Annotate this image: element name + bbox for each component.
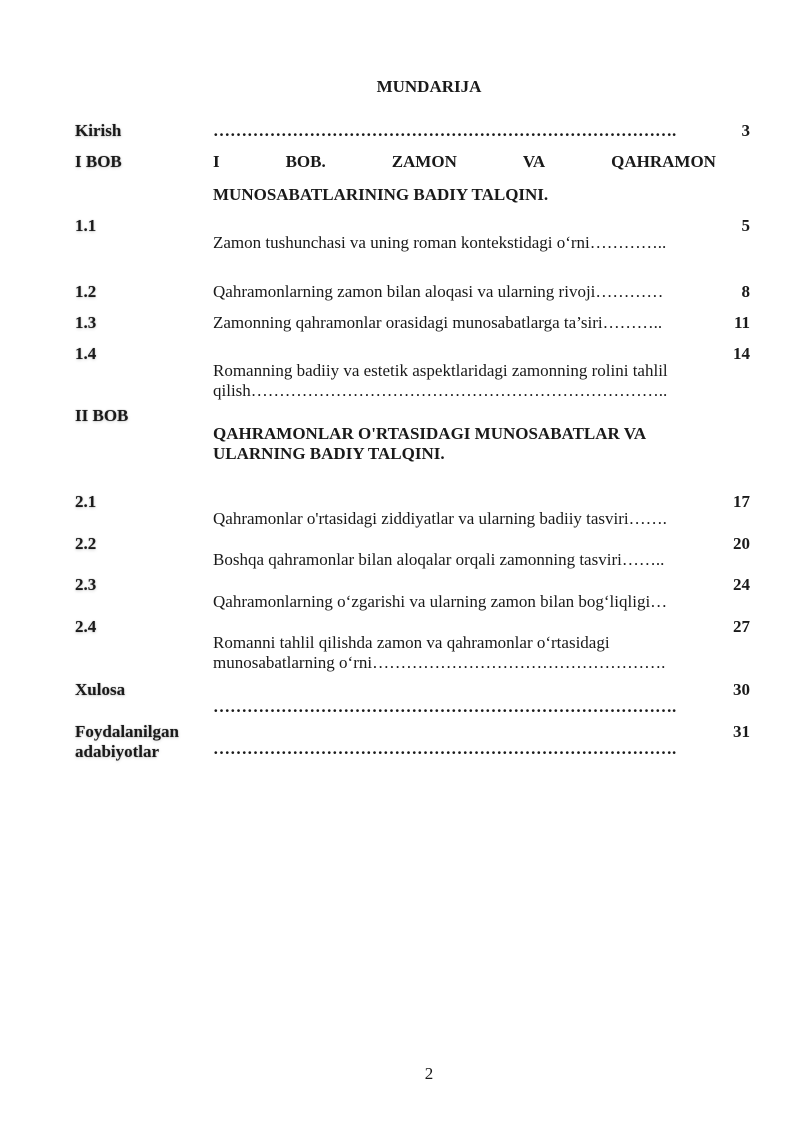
toc-heading-bob1 xyxy=(213,152,716,172)
page-title: MUNDARIJA xyxy=(376,77,482,96)
toc-heading-bob2: QAHRAMONLAR O'RTASIDAGI MUNOSABATLAR VA ULARNING BADIY TALQINI. xyxy=(213,424,646,463)
toc-entry-2-2: Boshqa qahramonlar bilan aloqalar orqali zamonning tasviri…….. xyxy=(213,550,665,569)
bob1-word: VA xyxy=(522,152,546,171)
toc-label-bob2: II BOB xyxy=(75,406,129,425)
toc-label-2-3: 2.3 xyxy=(75,575,97,594)
toc-page-2-4: 27 xyxy=(733,617,750,636)
toc-page-2-1: 17 xyxy=(733,492,750,511)
toc-label-2-1: 2.1 xyxy=(75,492,97,511)
bob1-word: ZAMON xyxy=(391,152,457,171)
toc-label-1-3: 1.3 xyxy=(75,313,97,332)
toc-label-1-2: 1.2 xyxy=(75,282,97,301)
toc-label-bob1: I BOB xyxy=(75,152,122,171)
bob1-word: I xyxy=(213,152,220,171)
toc-page-kirish: 3 xyxy=(741,121,750,140)
toc-entry-1-2: Qahramonlarning zamon bilan aloqasi va ularning rivoji………… xyxy=(213,282,664,301)
toc-page-2-2: 20 xyxy=(733,534,750,553)
toc-page-xulosa: 30 xyxy=(733,680,750,699)
toc-label-xulosa: Xulosa xyxy=(75,680,126,699)
toc-leader-xulosa: ………………………………………………………………………. xyxy=(213,697,677,716)
toc-page-1-4: 14 xyxy=(733,344,750,363)
toc-page-1-2: 8 xyxy=(741,282,750,301)
bob1-word: BOB. xyxy=(285,152,326,171)
toc-page-1-3: 11 xyxy=(733,313,750,332)
toc-label-kirish: Kirish xyxy=(75,121,122,140)
toc-entry-1-3: Zamonning qahramonlar orasidagi munosabatlarga ta’siri……….. xyxy=(213,313,663,332)
toc-entry-1-4: Romanning badiiy va estetik aspektlaridagi zamonning rolini tahlil qilish……………………………………………………………….. xyxy=(213,361,668,400)
toc-label-adabiyotlar: Foydalanilgan adabiyotlar xyxy=(75,722,179,761)
toc-leader-kirish: ………………………………………………………………………. xyxy=(213,121,677,140)
toc-page-1-1: 5 xyxy=(741,216,750,235)
toc-page-2-3: 24 xyxy=(733,575,750,594)
page-number: 2 xyxy=(424,1064,434,1083)
bob1-word: QAHRAMON xyxy=(611,152,716,171)
toc-label-2-4: 2.4 xyxy=(75,617,97,636)
toc-entry-2-1: Qahramonlar o'rtasidagi ziddiyatlar va ularning badiiy tasviri……. xyxy=(213,509,667,528)
toc-leader-adabiyotlar: ………………………………………………………………………. xyxy=(213,739,677,758)
toc-entry-2-3: Qahramonlarning o‘zgarishi va ularning zamon bilan bog‘liqligi… xyxy=(213,592,668,611)
toc-entry-2-4: Romanni tahlil qilishda zamon va qahramonlar o‘rtasidagi munosabatlarning o‘rni……………………………………………. xyxy=(213,633,666,672)
toc-page-adabiyotlar: 31 xyxy=(733,722,750,741)
toc-label-2-2: 2.2 xyxy=(75,534,97,553)
toc-heading-bob1-line2: MUNOSABATLARINING BADIY TALQINI. xyxy=(213,185,549,204)
toc-entry-1-1: Zamon tushunchasi va uning roman kontekstidagi o‘rni………….. xyxy=(213,233,667,252)
toc-label-1-4: 1.4 xyxy=(75,344,97,363)
toc-label-1-1: 1.1 xyxy=(75,216,97,235)
